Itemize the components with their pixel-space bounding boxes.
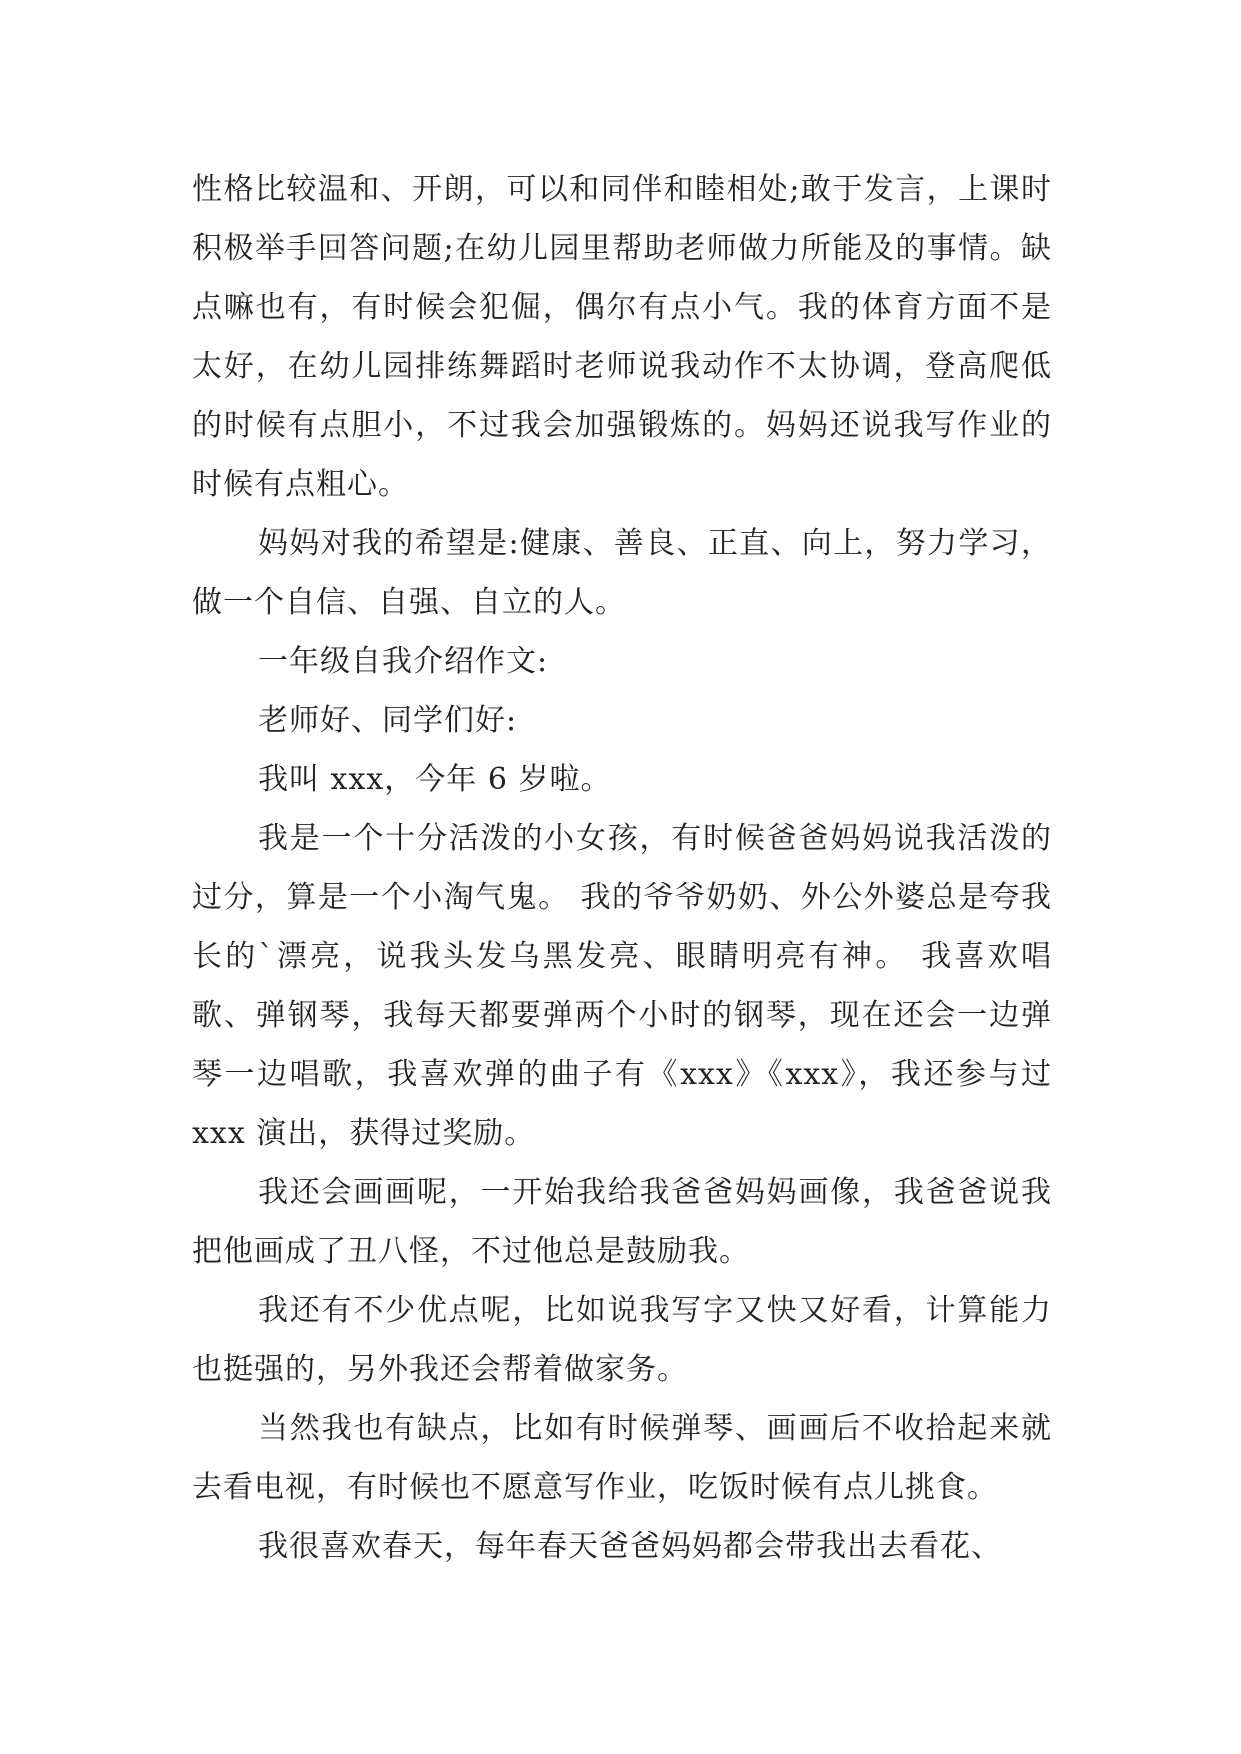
paragraph-lively-girl: 我是一个十分活泼的小女孩，有时候爸爸妈妈说我活泼的过分，算是一个小淘气鬼。 我的爷爷奶奶、外公外婆总是夸我长的`漂亮，说我头发乌黑发亮、眼睛明亮有神。 我喜欢唱歌、弹钢琴，我每天都要弹两个小时的钢琴，现在还会一边弹琴一边唱歌，我喜欢弹的曲子有《xxx》《xxx》，我还参与过 xxx 演出，获得过奖励。 <box>192 821 1052 1151</box>
paragraph-mother-hopes: 妈妈对我的希望是:健康、善良、正直、向上，努力学习，做一个自信、自强、自立的人。 <box>192 526 1052 620</box>
paragraph-spring: 我很喜欢春天，每年春天爸爸妈妈都会带我出去看花、 <box>258 1529 1002 1564</box>
paragraph-name-age: 我叫 xxx，今年 6 岁啦。 <box>258 762 612 797</box>
paragraph-strengths: 我还有不少优点呢，比如说我写字又快又好看，计算能力也挺强的，另外我还会帮着做家务。 <box>192 1293 1052 1387</box>
document-body <box>192 160 1052 1576</box>
paragraph-essay-title: 一年级自我介绍作文: <box>258 644 549 679</box>
paragraph-greeting: 老师好、同学们好: <box>258 703 518 738</box>
paragraph-drawing: 我还会画画呢，一开始我给我爸爸妈妈画像，我爸爸说我把他画成了丑八怪，不过他总是鼓励我。 <box>192 1175 1052 1269</box>
paragraph-personality: 性格比较温和、开朗，可以和同伴和睦相处;敢于发言，上课时积极举手回答问题;在幼儿园里帮助老师做力所能及的事情。缺点嘛也有，有时候会犯倔，偶尔有点小气。我的体育方面不是太好，在幼儿园排练舞蹈时老师说我动作不太协调，登高爬低的时候有点胆小，不过我会加强锻炼的。妈妈还说我写作业的时候有点粗心。 <box>192 172 1052 502</box>
paragraph-weaknesses: 当然我也有缺点，比如有时候弹琴、画画后不收拾起来就去看电视，有时候也不愿意写作业，吃饭时候有点儿挑食。 <box>192 1411 1052 1505</box>
